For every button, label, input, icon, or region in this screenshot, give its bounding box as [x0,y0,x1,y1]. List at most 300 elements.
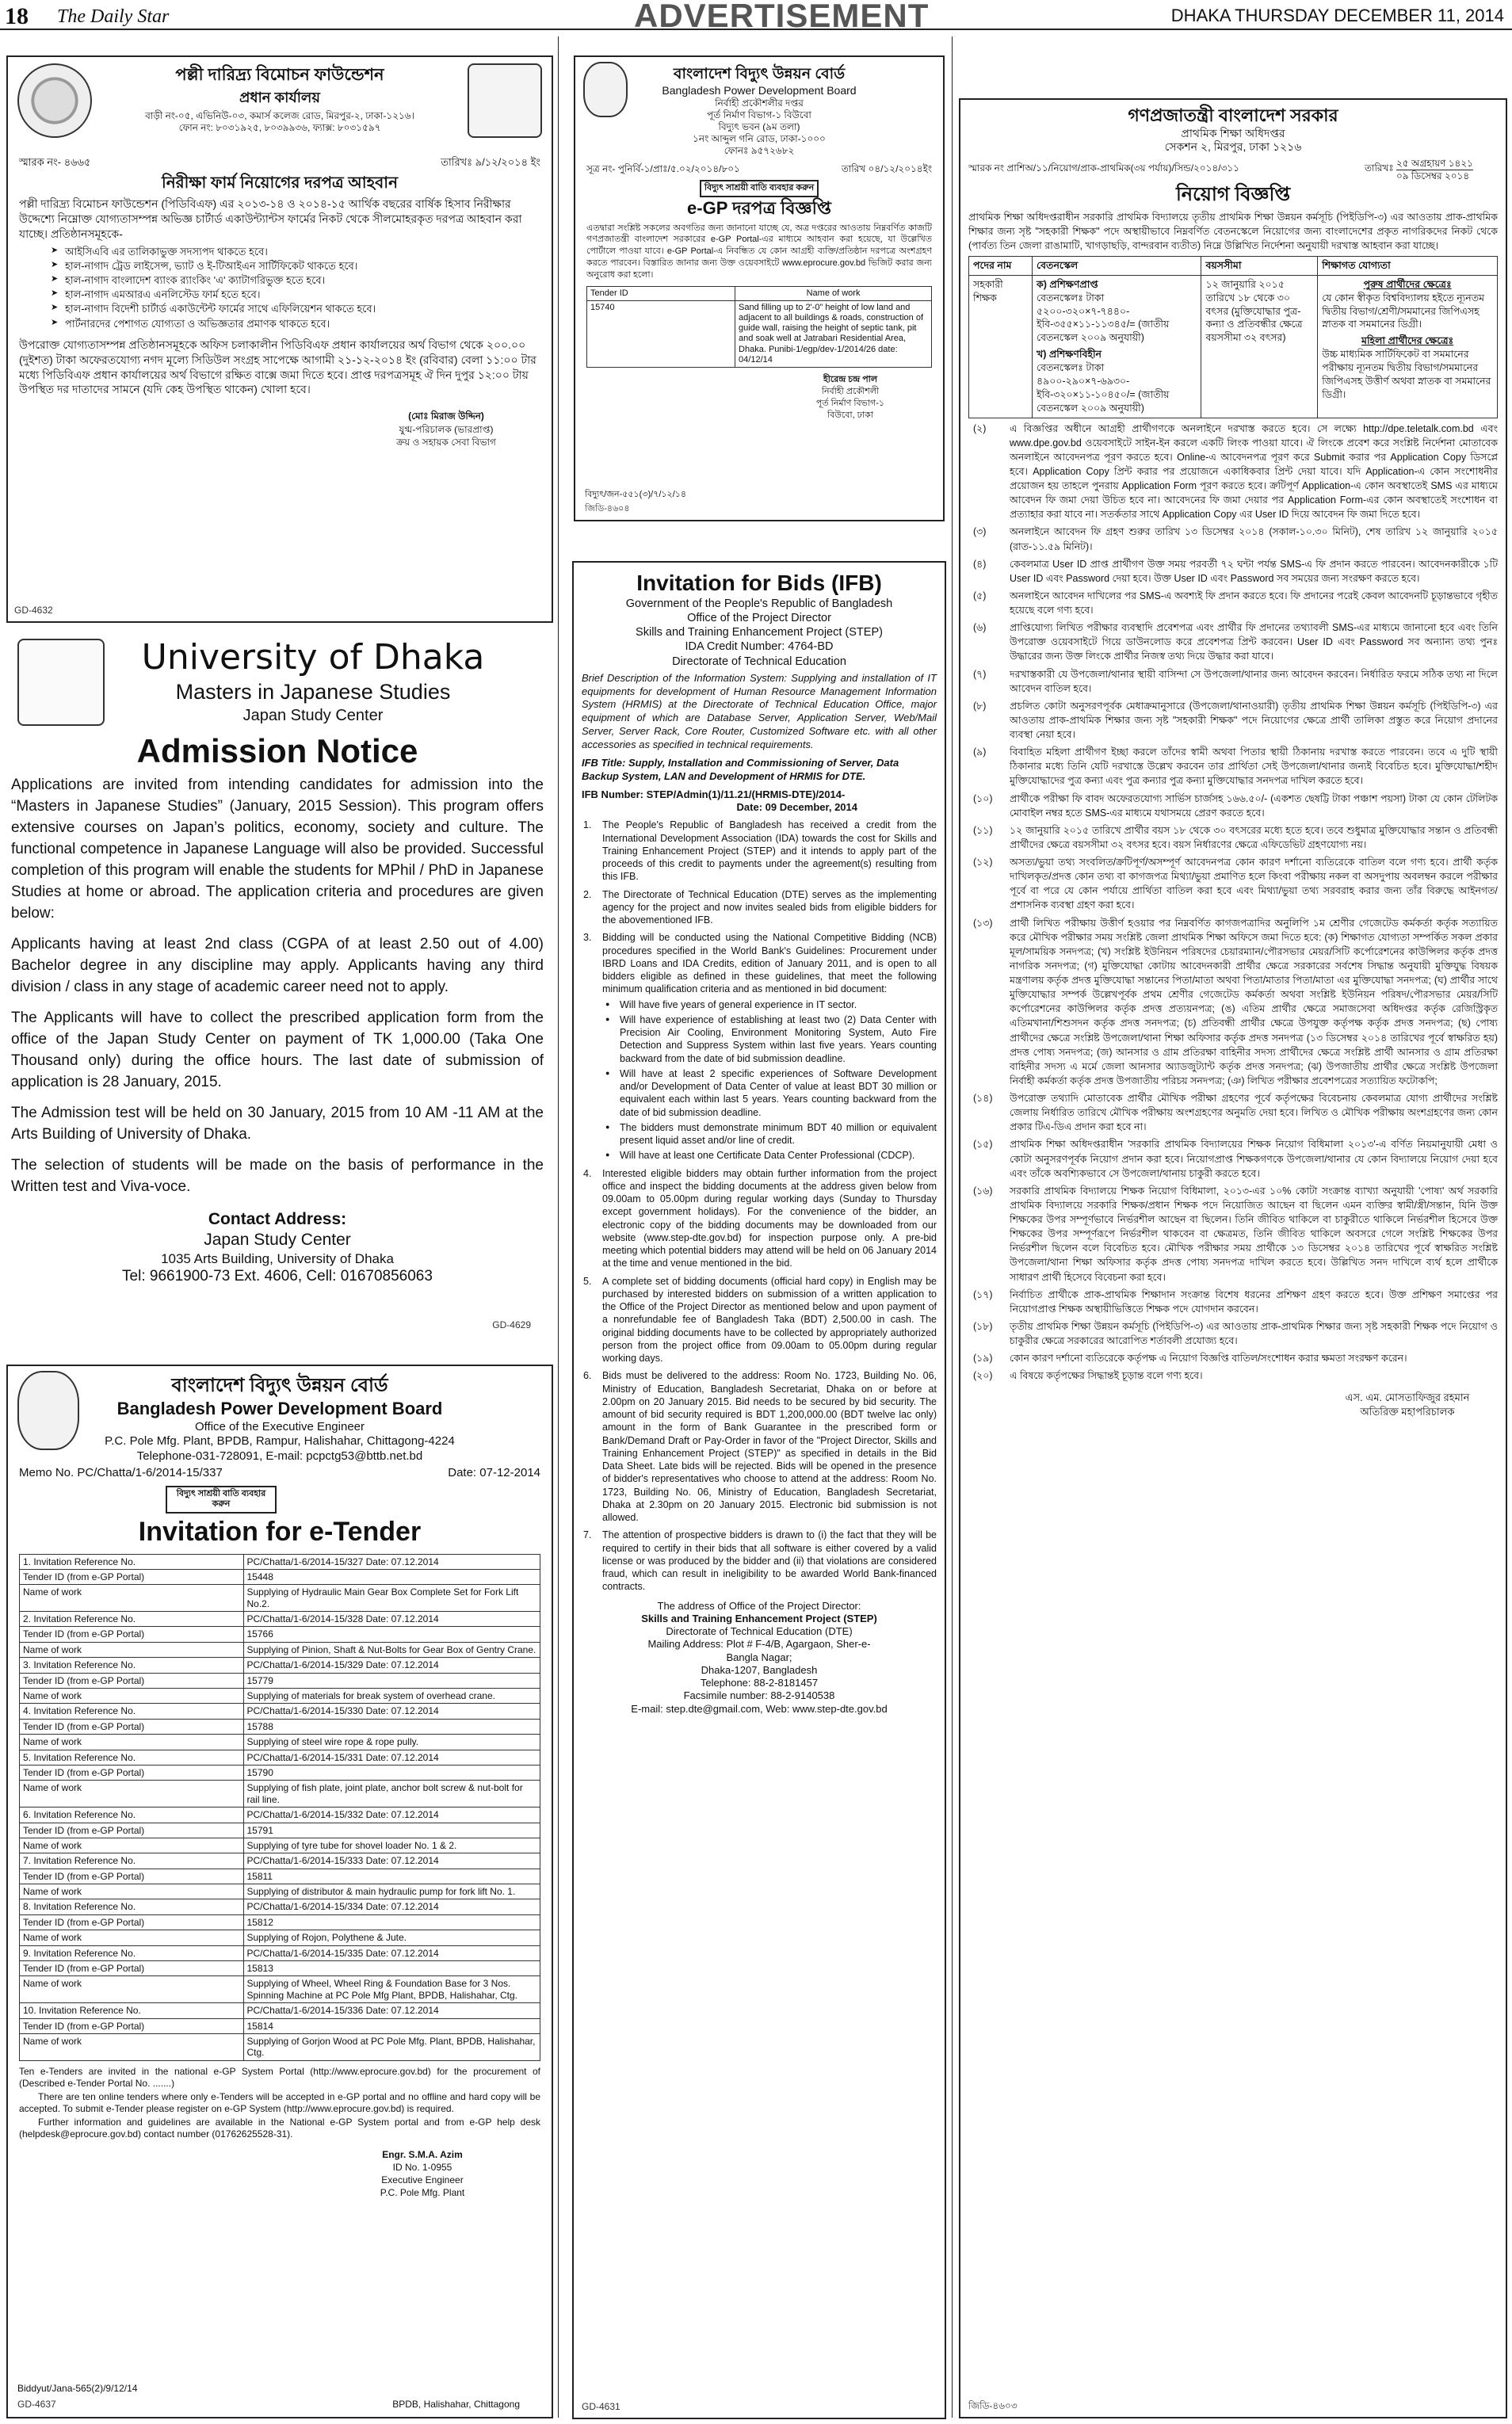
slogan-badge: বিদ্যুৎ সাশ্রয়ী বাতি ব্যবহার করুন [166,1486,277,1514]
item-text: নির্বাচিত প্রার্থীকে প্রাক-প্রাথমিক শিক্ষাদান সংক্রান্ত বিশেষ ধরনের প্রশিক্ষণ গ্রহণ করতে হবে। উক্ত প্রশিক্ষণ সমাপ্তের পর নিয়োগপ্রাপ্ত শিক্ষক অস্থায়ীভিত্তিতে শিক্ষক পদে যোগদান করবেন। [1010,1288,1498,1315]
gd-number: জিডি-৪৬০৩ [968,2400,1018,2411]
row-value: Supplying of Wheel, Wheel Ring & Foundation Base for 3 Nos. Spinning Machine at PC Pole Mfg Plant, BPDB, Halishahar, Ctg. [243,1976,540,2003]
row-value: Supplying of Gorjon Wood at PC Pole Mfg. Plant, BPDB, Halishahar, Ctg. [243,2034,540,2061]
list-item: ➤ হাল-নাগাদ এমআরএ এনলিস্টেড ফার্ম হতে হবে। [51,288,540,302]
pkdf-signer-title: যুগ্ম-পরিচালক (ভারপ্রাপ্ত) [399,423,494,435]
bpdb-etender-title: Invitation for e-Tender [138,1517,422,1547]
gov-address: সেকশন ২, মিরপুর, ঢাকা ১২১৬ [1164,140,1302,153]
item-number: (৯) [973,746,987,758]
row-label: Name of work [20,1930,244,1945]
row-value: PC/Chatta/1-6/2014-15/329 Date: 07.12.2014 [243,1658,540,1673]
table-row [20,2003,540,2018]
gov-name: গণপ্রজাতন্ত্রী বাংলাদেশ সরকার [1128,105,1338,125]
du-paragraph-3: The Applicants will have to collect the prescribed application form from the office of the Japan Study Center on payment of TK 1,000.00 (Taka One Thousand only) during the office hours. The last date of submission of application is 28 January, 2015. [11,1009,544,1090]
gov-date-bangla: ২৫ অগ্রহায়ণ ১৪২১ [1396,157,1473,169]
edu-male: যে কোন স্বীকৃত বিশ্ববিদ্যালয় হইতে ন্যূনতম দ্বিতীয় বিভাগ/শ্রেণী/সমমানের জিপিএসহ স্নাতক বা সমমানের ডিগ্রী। [1322,292,1485,330]
du-contact-address: 1035 Arts Building, University of Dhaka [161,1251,394,1267]
row-value: Supplying of distributor & main hydraulic pump for fork lift No. 1. [243,1884,540,1899]
row-value: PC/Chatta/1-6/2014-15/328 Date: 07.12.2014 [243,1612,540,1627]
item-number: (২০) [973,1370,993,1382]
row-value: 15811 [243,1869,540,1884]
item-number: (১৪) [973,1093,993,1104]
list-item: ● Will have at least 2 specific experiences of Software Development and/or Development of Data Center of value at least BDT 30 million or equivalent each within last 5 years. Years counting backward from the date of bid submission deadline. [602,1067,937,1119]
du-crest-icon [17,639,105,726]
item-text: প্রচলিত কোটা অনুসরণপূর্বক মেধাক্রমানুসারে (উপজেলা/থানাওয়ারী) তৃতীয় প্রাথমিক শিক্ষা উন্নয়ন কর্মসূচি (পিইডিপি-৩) এর আওতায় প্রাক-প্রাথমিক শিক্ষার জন্য সৃষ্ট "সহকারী শিক্ষক" পদে নিয়োগের ক্ষেত্রে প্রার্থী তালিকা প্রস্তুত করে নিয়োগ প্রদানের ব্যবস্থা নেয়া হবে। [1010,700,1498,740]
ifb-address-3: Mailing Address: Plot # F-4/B, Agargaon, Sher-e- [647,1638,871,1651]
item-text: প্রার্থী লিখিত পরীক্ষায় উত্তীর্ণ হওয়ার পর নিম্নবর্ণিত কাগজপত্রাদির অনুলিপি ১ম শ্রেণীর গেজেটেড কর্মকর্তা কর্তৃক সত্যায়িত করে মৌখিক পরীক্ষার সময় সংশ্লিষ্ট জেলা প্রাথমিক শিক্ষা অফিসে জমা দিতে হবে: (ক) শিক্ষাগত যোগ্যতা সম্পর্কিত সকল প্রকার মূল/সাময়িক সনদপত্র; (খ) সংশ্লিষ্ট ইউনিয়ন পরিষদের চেয়ারম্যান/পৌরসভার মেয়র/সিটি কর্পোরেশনের কাউন্সিলর কর্তৃক প্রদত্ত নাগরিক সনদপত্র; (গ) মুক্তিযোদ্ধা কোটায় আবেদনকারী প্রার্থীর ক্ষেত্রে সরকারের সর্বশেষ সিদ্ধান্ত অনুযায়ী মুক্তিযুদ্ধ বিষয়ক মন্ত্রণালয় কর্তৃক প্রদত্ত মুক্তিযোদ্ধা সন্তানের পিতা/মাতা অথবা পিতা/মাতার পিতা/মাতা এর মুক্তিযোদ্ধা সনদপত্র; (ঘ) প্রার্থীর সাথে মুক্তিযোদ্ধার সম্পর্ক উল্লেখপূর্বক প্রথম শ্রেণীর গেজেটেড কর্মকর্তা অথবা সংশ্লিষ্ট ইউনিয়ন পরিষদ/পৌরসভার মেয়র/সিটি কর্পোরেশনের কাউন্সিলর কর্তৃক প্রদত্ত প্রত্যয়নপত্র; (ঙ) এতিম প্রার্থীর ক্ষেত্রে সমাজসেবা অধিদপ্তর কর্তৃক রেজিস্ট্রিকৃত এতিমখানা/শিশুসদন কর্তৃক প্রদত্ত সনদপত্র; (চ) প্রতিবন্ধী প্রার্থীর ক্ষেত্রে উপযুক্ত কর্তৃপক্ষ কর্তৃক প্রদত্ত সনদপত্র; (ছ) পোষ্য প্রার্থীদের ক্ষেত্রে সংশ্লিষ্ট উপজেলা/থানা শিক্ষা অফিসার কর্তৃক প্রদত্ত সনদপত্র (১৩ ডিসেম্বর ২০১৪ তারিখের পূর্বে স্বাক্ষরিত হয়) প্রদত্ত পোষ্য সনদপত্র; (জ) আনসার ও গ্রাম প্রতিরক্ষা বাহিনীর সদস্য প্রার্থীদের ক্ষেত্রে সংশ্লিষ্ট প্রার্থী আনসার ও গ্রাম প্রতিরক্ষা বাহিনীর সদস্য এ মর্মে জেলা আনসার অ্যাডজুট্যান্ট কর্তৃক প্রদত্ত সনদপত্র; (ঝ) উপজাতীয় প্রার্থীর ক্ষেত্রে সংশ্লিষ্ট উপজেলা নির্বাহী কর্মকর্তা কর্তৃক প্রদত্ত উপজাতীয় পরিচয় সনদপত্র; (ঞ) লিখিত পরীক্ষার প্রবেশপত্রের সত্যায়িত ফটোকপি; [1010,917,1498,1086]
table-row [20,1750,540,1765]
item-number: (৪) [973,558,987,570]
table-row [20,1612,540,1627]
row-label: 9. Invitation Reference No. [20,1945,244,1960]
bpdb1-ref: বিদ্যুৎ/জন-৫৫১(৩)/৭/১২/১৪ [585,490,687,500]
table-row [20,1554,540,1569]
list-item: ➤ হাল-নাগাদ ট্রেড লাইসেন্স, ভ্যাট ও ই-টিআইএন সার্টিফিকেট থাকতে হবে। [51,259,540,273]
age-limit: ১২ জানুয়ারি ২০১৫ তারিখে ১৮ থেকে ৩০ বৎসর (মুক্তিযোদ্ধার পুত্র-কন্যা ও প্রতিবন্ধীর ক্ষেত্রে বয়সসীমা ৩২ বৎসর) [1201,275,1318,418]
item-number: (১৮) [973,1320,993,1332]
row-label: Tender ID (from e-GP Portal) [20,1869,244,1884]
pkdf-memo: স্মারক নং- ৪৬৬৫ [19,155,91,168]
scale-b: বেতনস্কেলঃ টাকা ৪৯০০-২৯০×৭-৬৯৩০-ইবি-৩২০×১১-১০৪৫০/= (জাতীয় বেতনস্কেল ২০০৯ অনুযায়ী) [1037,362,1170,414]
item-text: ১২ জানুয়ারি ২০১৫ তারিখে প্রার্থীর বয়স ১৮ থেকে ৩০ বৎসরের মধ্যে হতে হবে। তবে শুধুমাত্র মুক্তিযোদ্ধার সন্তান ও প্রতিবন্ধী প্রার্থীদের ক্ষেত্রে বয়সসীমা ৩২ বৎসর হবে। বয়স নির্ধারণের ক্ষেত্রে এফিডেভিট গ্রহণযোগ্য নয়। [1010,824,1498,850]
gov-intro: প্রাথমিক শিক্ষা অধিদপ্তরাধীন সরকারি প্রাথমিক বিদ্যালয়ে তৃতীয় প্রাথমিক শিক্ষা উন্নয়ন কর্মসূচি (পিইডিপি-৩) এর আওতায় প্রাক-প্রাথমিক শিক্ষার জন্য সৃষ্ট "সহকারী শিক্ষক" পদে অস্থায়ীভাবে নিম্নবর্ণিত বেতনস্কেলে নিয়োগের জন্য বাংলাদেশের প্রকৃত নাগরিকদের নিকট থেকে (পার্বত্য তিন জেলা রাঙামাটি, খাগড়াছড়ি, বান্দরবান ব্যতীত) নিম্নে উল্লিখিত নির্দেশনা অনুযায়ী দরখাস্ত আহবান করা যাচ্ছে। [968,211,1498,251]
slogan-badge: বিদ্যুৎ সাশ্রয়ী বাতি ব্যবহার করুন [700,180,819,197]
post-name: সহকারী শিক্ষক [969,275,1033,418]
du-contact-heading: Contact Address: [208,1209,347,1228]
list-item [968,699,1498,742]
table-header: বয়সসীমা [1201,256,1318,275]
item-number: (১২) [973,857,993,868]
ifb-item-2: 2. The Directorate of Technical Education (DTE) serves as the implementing agency for the project and now invites sealed bids from eligible bidders for the abovementioned IFB. [583,888,937,926]
list-item [968,1288,1498,1316]
item-text: বিবাহিত মহিলা প্রার্থীগণ ইচ্ছা করলে তাঁদের স্বামী অথবা পিতার স্থায়ী ঠিকানায় দরখাস্ত করতে পারবেন। তবে এ দুটি স্থায়ী ঠিকানার মধ্যে তিনি যেটি দরখাস্তে উল্লেখ করবেন তার প্রার্থিতা সেই উপজেলা/থানার জন্যই বিবেচিত হবে। মুক্তিযোদ্ধা/শহীদ মুক্তিযোদ্ধাদের পুত্র কন্যা এবং পুত্র কন্যার পুত্র কন্যা মুক্তিযোদ্ধার সনদপত্র দাখিল করতে হবে। [1010,746,1498,787]
row-label: Tender ID (from e-GP Portal) [20,1627,244,1642]
pkdf-intro: পল্লী দারিদ্র্য বিমোচন ফাউন্ডেশন (পিডিবিএফ) এর ২০১৩-১৪ ও ২০১৪-১৫ আর্থিক বছরের বার্ষিক হিসাব নিরীক্ষার উদ্দেশ্যে নিম্নোক্ত যোগ্যতাসম্পন্ন অভিজ্ঞ চার্টার্ড একাউন্ট্যান্টস ফার্মের নিকট থেকে সীলমোহরকৃত দরপত্র আহবান করা যাচ্ছে। প্রতিষ্ঠানসমূহকে- [19,197,522,240]
row-label: Name of work [20,2034,244,2061]
row-label: 8. Invitation Reference No. [20,1899,244,1914]
work-description: Sand filling up to 2'-0" height of low land and adjacent to all buildings & roads, construction of guide wall, raising the height of septic tank, pit and soak well at Jatrabari Residential Area, Dhaka. Punibi-1/egp/dev-1/2014/26 date: 04/12/14 [735,300,932,367]
ifb-address-4: Bangla Nagar; [726,1651,792,1663]
ifb-item-5: 5. A complete set of bidding documents (official hard copy) in English may be purchased by interested bidders on submission of a written application to the Office of the Project Director as mentioned below and upon payment of a nonrefundable fee of Bangladesh Taka (BDT) 2,500.00 in cash. The original bidding documents have to be collected by appropriately authorized person from the project office from 09.00am to 05.00pm during regular working days. [583,1275,937,1364]
gd-number: GD-4629 [492,1319,531,1330]
item-text: দরখাস্তকারী যে উপজেলা/থানার স্থায়ী বাসিন্দা সে উপজেলা/থানার জন্য আবেদন করবেন। নির্ধারিত ফরমে সঠিক তথ্য না দিলে আবেদন বাতিল হবে। [1010,668,1498,694]
table-row [20,1569,540,1584]
list-item [968,823,1498,852]
ifb-date: Date: 09 December, 2014 [736,801,857,813]
gov-memo: স্মারক নং প্রাশিঅ/১১/নিয়োগ/প্রাক-প্রাথমিক(৩য় পর্যায়)/সিন্ড/২০১৪/৩১১ [968,162,1239,174]
list-item [968,1137,1498,1180]
newspaper-name: The Daily Star [57,6,170,27]
du-paragraph-4: The Admission test will be held on 30 January, 2015 from 10 AM -11 AM at the Arts Building of University of Dhaka. [11,1104,544,1143]
gov-date-english: ০৯ ডিসেম্বর ২০১৪ [1396,170,1470,181]
bpdb-note-1: Ten e-Tenders are invited in the national e-GP System Portal (http://www.eprocure.gov.bd) for the procurement of (Described e-Tender Portal No. .......) [19,2065,540,2089]
table-row [20,1869,540,1884]
pkdf-date: তারিখঃ ৯/১২/২০১৪ ইং [441,155,540,168]
item-number: (১৭) [973,1288,993,1300]
table-row [20,1914,540,1930]
list-item [968,1091,1498,1134]
pkdf-closing: উপরোক্ত যোগ্যতাসম্পন্ন প্রতিষ্ঠানসমূহকে অফিস চলাকালীন পিডিবিএফ প্রধান কার্যালয়ের অর্থ বিভাগ থেকে ২০০.০০ (দুইশত) টাকা অফেরতযোগ্য নগদ মূল্যে সিডিউল সংগ্রহ সাপেক্ষে আগামী ২১-১২-২০১৪ ইং (রবিবার) বেলা ১১:০০ টার মধ্যে পিডিবিএফ প্রধান কার্যালয়ের অর্থ বিভাগে রক্ষিত বাক্সে জমা দিতে হবে। প্রাপ্ত দরপত্রসমূহ ঐ দিন দুপুর ১২:০০ টায় উপস্থিত দর দাতাদের সামনে (যদি কেহ উপস্থিত থাকেন) খোলা হবে। [19,338,536,396]
item-text: তৃতীয় প্রাথমিক শিক্ষা উন্নয়ন কর্মসূচি (পিইডিপি-৩) এর আওতায় প্রাক-প্রাথমিক শিক্ষার জন্য সৃষ্ট সহকারী শিক্ষক পদে নিয়োগ ও চাকুরীর ক্ষেত্রে সরকারের আরোপিত শর্তাবলী প্রযোজ্য হবে। [1010,1320,1498,1346]
row-value: Supplying of steel wire rope & rope pully. [243,1735,540,1750]
edu-female: উচ্চ মাধ্যমিক সার্টিফিকেট বা সমমানের পরীক্ষায় ন্যূনতম দ্বিতীয় বিভাগ/সমমানের জিপিএসহ উত্তীর্ণ অথবা স্নাতক বা সমমানের ডিগ্রী। [1322,349,1491,400]
pkdf-org-name: পল্লী দারিদ্র্য বিমোচন ফাউন্ডেশন [175,66,384,84]
ifb-dte: Directorate of Technical Education [672,655,846,668]
ifb-item-1: 1. The People's Republic of Bangladesh has received a credit from the International Development Association (IDA) towards the cost for Skills and Training Enhancement Project (STEP) and it intends to apply part of the proceeds of this credit to payments under the agreement(s) resulting from this IFB. [583,819,937,883]
bpdb-address: P.C. Pole Mfg. Plant, BPDB, Rampur, Halishahar, Chittagong-4224 [105,1434,455,1449]
bpdb-signer-address: BPDB, Halishahar, Chittagong [392,2399,520,2410]
bpdb-date: Date: 07-12-2014 [448,1465,540,1479]
row-label: Tender ID (from e-GP Portal) [20,1719,244,1734]
page-header [0,0,1512,30]
table-row [20,1899,540,1914]
item-number: (৫) [973,590,987,601]
bpdb-note-2: There are ten online tenders where only e-Tenders will be accepted in e-GP portal and no offline and hard copy will be accepted. To submit e-Tender please register on e-GP System (http://www.eprocure.gov.bd) is required. [19,2090,540,2114]
du-contact-tel: Tel: 9661900-73 Ext. 4606, Cell: 01670856063 [122,1268,433,1285]
gov-signer-title: অতিরিক্ত মহাপরিচালক [1360,1405,1455,1418]
page-number: 18 [5,3,29,29]
row-label: Name of work [20,1884,244,1899]
bpdb1-name-bn: বাংলাদেশ বিদ্যুৎ উন্নয়ন বোর্ড [673,66,846,82]
table-header: Tender ID [587,286,735,300]
row-value: Supplying of Pinion, Shaft & Nut-Bolts for Gear Box of Gentry Crane. [243,1642,540,1657]
pkdf-criteria-list [51,245,540,331]
item-number: (১৬) [973,1185,993,1197]
row-value: 15788 [243,1719,540,1734]
item-number: (৮) [973,700,987,712]
bpdb-signer-title: Executive Engineer [381,2174,464,2186]
item-number: (১৯) [973,1353,993,1365]
bpdb-office: Office of the Executive Engineer [194,1419,365,1433]
row-label: 4. Invitation Reference No. [20,1704,244,1719]
list-item [968,620,1498,663]
row-label: 10. Invitation Reference No. [20,2003,244,2018]
list-item [968,1351,1498,1365]
list-item: ● Will have experience of establishing at least two (2) Data Center with Precision Air Cooling, Environment Monitoring System, Auto Fire Detection and Suppress System within last five years. Years counting backward from the date of bid submission deadline. [602,1013,937,1065]
list-item: ● Will have five years of general experience in IT sector. [602,998,937,1011]
list-item [968,1184,1498,1285]
pkdf-office: প্রধান কার্যালয় [239,90,320,106]
item-number: (২) [973,422,987,434]
bpdb-contact: Telephone-031-728091, E-mail: pcpctg53@bttb.net.bd [136,1449,423,1463]
ifb-item-4: 4. Interested eligible bidders may obtain further information from the project office and inspect the bidding documents at the address given below from 09.00am to 05.00pm during regular working days (Sunday to Thursday except government holidays). For the convenience of the bidder, an electronic copy of the bidding documents may be downloaded from our website (www.step-dte.gov.bd) for inspection purpose only. A pre-bid meeting which potential bidders may attend will be held on 06 January 2014 at the time and venue mentioned in the bid. [583,1167,937,1269]
bpdb1-signer-title: নির্বাহী প্রকৌশলী [821,386,880,396]
gd-number: জিডি-৪৬০৪ [585,504,630,514]
table-row [20,1585,540,1612]
row-value: 15779 [243,1673,540,1688]
row-label: 1. Invitation Reference No. [20,1554,244,1569]
item-text: অনলাইনে আবেদন ফি গ্রহণ শুরুর তারিখ ১৩ ডিসেম্বর ২০১৪ (সকাল-১০.৩০ মিনিট), শেষ তারিখ ১২ জানুয়ারি ২০১৫ (রাত-১১.৫৯ মিনিট)। [1010,526,1498,552]
row-label: Name of work [20,1781,244,1808]
row-label: Tender ID (from e-GP Portal) [20,1673,244,1688]
ifb-address-6: Telephone: 88-2-8181457 [700,1677,819,1689]
gov-title: নিয়োগ বিজ্ঞপ্তি [1175,183,1291,205]
gov-instructions-list [968,422,1498,1384]
list-item [968,422,1498,522]
pkdf-signer-dept: ক্রয় ও সহায়ক সেবা বিভাগ [396,436,496,448]
ifb-project: Skills and Training Enhancement Project (STEP) [636,626,883,639]
pkdf-phone: ফোন নং: ৮০৩১৯২৫, ৮০৩৯৯৩৬, ফ্যাক্স: ৮০৩১৫৯৭ [178,121,381,133]
bpdb-signer-office: P.C. Pole Mfg. Plant [380,2187,465,2199]
row-label: 2. Invitation Reference No. [20,1612,244,1627]
table-row [20,1735,540,1750]
row-value: PC/Chatta/1-6/2014-15/335 Date: 07.12.2014 [243,1945,540,1960]
row-value: Supplying of Rojon, Polythene & Jute. [243,1930,540,1945]
du-paragraph-5: The selection of students will be made on the basis of performance in the Written test and Viva-voce. [11,1156,544,1195]
bpdb-name-bn: বাংলাদেশ বিদ্যুৎ উন্নয়ন বোর্ড [171,1375,388,1396]
table-header: শিক্ষাগত যোগ্যতা [1318,256,1498,275]
pkdf-logo-icon [17,63,92,138]
ifb-item-6: 6. Bids must be delivered to the address: Room No. 1723, Building No. 06, Ministry of Education, Bangladesh Secretariat, Dhaka on or before at 2.00pm on 20 January 2015. Bid needs to be secured by bid security. The amount of bid security required is BDT 1,200,000.00 (BDT twelve lac only) amount in the form of Bank Guarantee in the prescribed form or Bank/Demand Draft or Pay-Order in favor of the "Project Director, Skills and Training Enhancement Project (STEP)" as specified in details in the Bid Data Sheet. Late bids will be rejected. Bids will be opened in the presence of bidder's representatives who choose to attend at the address: Room No. 1723, Building No. 06, Ministry of Education, Bangladesh Secretariat, Dhaka at 2.30pm on 20 January 2015. Electronic bid submission is not allowed. [583,1370,937,1523]
table-row [20,1930,540,1945]
item-number: (১৩) [973,917,993,929]
table-row [20,1884,540,1899]
row-label: Tender ID (from e-GP Portal) [20,1961,244,1976]
du-contact-name: Japan Study Center [204,1230,351,1249]
row-label: Name of work [20,1585,244,1612]
gov-dept: প্রাথমিক শিক্ষা অধিদপ্তর [1181,126,1285,139]
bpdb1-title: e-GP দরপত্র বিজ্ঞপ্তি [687,198,831,218]
gov-recruitment-ad [959,98,1507,2418]
bpdb-egp-ad [574,55,945,521]
item-number: (৩) [973,526,987,538]
item-text: প্রার্থীকে পরীক্ষা ফি বাবদ অফেরতযোগ্য সার্ভিস চার্জসহ ১৬৬.৫০/- (একশত ছেষট্টি টাকা পঞ্চাশ পয়সা) টাকা যে কোন টেলিটক মোবাইল নম্বর হতে SMS-এর মাধ্যমে যথাসময়ে প্রেরণ করতে হবে। [1010,792,1498,819]
bpdb1-signer-org: বিউবো, ঢাকা [827,410,873,420]
list-item: ➤ হাল-নাগাদ বিদেশী চার্টার্ড একাউন্টেন্ট ফার্মের সাথে এফিলিয়েশন থাকতে হবে। [51,302,540,316]
row-value: 15791 [243,1823,540,1838]
row-value: PC/Chatta/1-6/2014-15/331 Date: 07.12.2014 [243,1750,540,1765]
pkdf-address: বাড়ী নং-০৫, এভিনিউ-০৩, কমার্স কলেজ রোড, মিরপুর-২, ঢাকা-১২১৬। [145,109,414,121]
ifb-address-7: Facsimile number: 88-2-9140538 [683,1689,835,1702]
ifb-address-5: Dhaka-1207, Bangladesh [701,1663,818,1676]
row-value: PC/Chatta/1-6/2014-15/330 Date: 07.12.2014 [243,1704,540,1719]
bpdb1-signer-dept: পূর্ত নির্মাণ বিভাগ-১ [815,398,885,408]
row-label: Tender ID (from e-GP Portal) [20,1569,244,1584]
pkdf-signer-name: (মোঃ মিরাজ উদ্দিন) [408,410,484,422]
table-row [20,1627,540,1642]
section-title: ADVERTISEMENT [634,0,930,30]
list-item [968,667,1498,696]
table-row [20,1658,540,1673]
ifb-credit: IDA Credit Number: 4764-BD [685,640,834,654]
gov-post-table [968,256,1498,418]
row-value: Supplying of Hydraulic Main Gear Box Complete Set for Fork Lift No.2. [243,1585,540,1612]
tender-id: 15740 [587,300,735,367]
table-header: পদের নাম [969,256,1033,275]
bpdb-note-3: Further information and guidelines are available in the National e-GP System portal and from e-GP help desk (helpdesk@eprocure.gov.bd) contact number (01762625528-31). [19,2116,540,2140]
row-value: Supplying of fish plate, joint plate, anchor bolt screw & nut-bolt for rail line. [243,1781,540,1808]
list-item: ➤ আইসিএবি এর তালিকাভুক্ত সদস্যপদ থাকতে হবে। [51,245,540,259]
du-paragraph-1: Applications are invited from intending candidates for admission into the “Masters in Japanese Studies” (January, 2015 Session). This program offers extensive courses on Japan’s politics, economy, society and culture. The functional competence in Japanese Language will also be provided. Successful completion of this program will enable the students for MPhil / PhD in Japanese Studies at home or abroad. The application criteria and procedures are given below: [11,777,544,922]
item-number: (৬) [973,622,987,634]
table-header: Name of work [735,286,932,300]
bpdb1-date: তারিখ ০৪/১২/২০১৪ইং [841,163,932,175]
row-label: Name of work [20,1735,244,1750]
column-divider [558,36,559,2418]
list-item [968,855,1498,913]
ifb-item-7: 7. The attention of prospective bidders is drawn to (i) the fact that they will be required to certify in their bids that all software is either covered by a valid license or was produced by the bidder and (ii) that violations are considered fraud, which can result in ineligibility to be awarded World Bank-financed contracts. [583,1529,937,1593]
du-center: Japan Study Center [242,706,384,724]
table-header: বেতনস্কেল [1033,256,1201,275]
ifb-address-heading: The address of Office of the Project Director: [657,1599,861,1612]
ifb-ad [572,561,946,2419]
table-row [20,1945,540,1960]
pkdf-tender-ad [6,55,553,623]
du-paragraph-2: Applicants having at least 2nd class (CGPA of at least 2.50 out of 4.00) Bachelor degree in any discipline may apply. Applicants having any third division / class in any stage of academic career need not to apply. [11,936,544,995]
edu-male-heading: পুরুষ প্রার্থীদের ক্ষেত্রেঃ [1363,278,1452,290]
table-row [20,2034,540,2061]
row-value: 15790 [243,1765,540,1780]
item-number: (১০) [973,792,993,804]
table-row [20,1838,540,1853]
item-text: উপরোক্ত তথ্যাদি মোতাবেক প্রার্থীর মৌখিক পরীক্ষা গ্রহণের পূর্বে কর্তৃপক্ষের বিবেচনায় কেবলমাত্র যোগ্য প্রার্থীদের সংশ্লিষ্ট জেলায় নির্ধারিত তারিখে মৌখিক পরীক্ষায় অংশগ্রহণের অনুমতি দেয়া হবে। লিখিত ও মৌখিক পরীক্ষায় অংশগ্রহণের জন্য কোন প্রকার টিএ-ডিএ প্রদান করা হবে না। [1010,1093,1498,1133]
list-item [968,916,1498,1089]
du-admission-ad [0,631,555,1336]
edu-female-heading: মহিলা প্রার্থীদের ক্ষেত্রেঃ [1361,335,1454,347]
table-row [20,1853,540,1869]
etender-table [19,1554,540,2061]
list-item [968,557,1498,586]
row-label: Tender ID (from e-GP Portal) [20,1765,244,1780]
item-text: কেবলমাত্র User ID প্রাপ্ত প্রার্থীগণ উক্ত সময় পরবর্তী ৭২ ঘন্টা পর্যন্ত SMS-এ ফি প্রদান করতে পারবেন। আবেদনকারীকে ১টি User ID এবং Password দেয়া হবে। উক্ত User ID এবং Password সব সময়ের জন্য সংরক্ষণ করতে হবে। [1010,558,1498,584]
row-value: PC/Chatta/1-6/2014-15/336 Date: 07.12.2014 [243,2003,540,2018]
bpdb1-line-3: বিদ্যুৎ ভবন (৯ম তলা) [718,121,800,133]
row-value: 15766 [243,1627,540,1642]
list-item [968,1319,1498,1348]
row-value: PC/Chatta/1-6/2014-15/334 Date: 07.12.2014 [243,1899,540,1914]
pkdf-title: নিরীক্ষা ফার্ম নিয়োগের দরপত্র আহবান [161,174,399,192]
list-item [968,792,1498,820]
table-row [20,1808,540,1823]
row-value: 15813 [243,1961,540,1976]
list-item: ● The bidders must demonstrate minimum BDT 40 million or equivalent present liquid asset and/or line of credit. [602,1121,937,1147]
row-label: 5. Invitation Reference No. [20,1750,244,1765]
row-label: Name of work [20,1689,244,1704]
ifb-address-2: Directorate of Technical Education (DTE) [666,1625,853,1637]
item-text: এ বিষয়ে কর্তৃপক্ষের সিদ্ধান্তই চূড়ান্ত বলে গণ্য হবে। [1010,1370,1203,1382]
ifb-address-1: Skills and Training Enhancement Project (STEP) [641,1612,877,1624]
row-label: 7. Invitation Reference No. [20,1853,244,1869]
du-program: Masters in Japanese Studies [175,680,451,704]
column-divider [952,36,953,2418]
table-row [20,1689,540,1704]
bpdb-etender-ad [6,1365,553,2418]
list-item [968,589,1498,617]
ifb-office: Office of the Project Director [687,612,831,625]
scale-b-heading: খ) প্রশিক্ষণবিহীন [1037,349,1102,361]
row-value: PC/Chatta/1-6/2014-15/333 Date: 07.12.2014 [243,1853,540,1869]
row-label: Name of work [20,1838,244,1853]
ifb-title: Invitation for Bids (IFB) [636,571,882,595]
row-value: 15448 [243,1569,540,1584]
bpdb-logo-icon [583,62,628,117]
scale-a: বেতনস্কেলঃ টাকা ৫২০০-৩২০×৭-৭৪৪০-ইবি-৩৫৫×১১-১১৩৪৫/= (জাতীয় বেতনস্কেল ২০০৯ অনুযায়ী) [1037,292,1170,344]
list-item [968,745,1498,788]
du-title: Admission Notice [136,731,418,769]
bpdb-logo-icon [17,1371,79,1450]
row-value: PC/Chatta/1-6/2014-15/327 Date: 07.12.2014 [243,1554,540,1569]
row-value: PC/Chatta/1-6/2014-15/332 Date: 07.12.2014 [243,1808,540,1823]
gd-number: GD-4631 [582,2401,620,2412]
item-text: এ বিজ্ঞপ্তির অধীনে আগ্রহী প্রার্থীগণকে অনলাইনে দরখাস্ত করতে হবে। সে লক্ষ্যে http://dpe.teletalk.com.bd এবং www.dpe.gov.bd ওয়েবসাইটে সাইন-ইন করলে একটি লিংক পাওয়া যাবে। ঐ লিংকে প্রবেশ করে সংশ্লিষ্ট নির্দেশনা মোতাবেক অনলাইনে আবেদনপত্র পূরণ করতে হবে। Online-এ আবেদনপত্র পূরণ করে Submit করার পর Application Copy ডিসপ্লে হবে। Application Copy প্রিন্ট করার পর প্রয়োজনে একাধিকবার প্রিন্ট দেয়া যাবে। যদি Application-এ কোন সংশোধনীর প্রয়োজন হয় তাহলে পুনরায় Application Form পূরণ করতে হবে। ক্রটিপূর্ণ Application-এ কোন অবস্থাতেই SMS এর মাধ্যমে আবেদন ফি জমা দেয়া উচিত হবে না। আবেদনের ফি জমা দেয়ার পর Application Form-এর কোন অবস্থাতেই সংশোধন বা প্রত্যাহার করা যাবে না। সতর্কতার সাথে Application Copy এর User ID দিয়ে আবেদন ফি জমা দিতে হবে। [1010,422,1498,521]
ifb-brief: Brief Description of the Information System: Supplying and installation of IT equipments for development of Human Resource Management Information System (HRMIS) at the Directorate of Technical Education Office, major equipment of which are Database Server, Application Server, Web/Mail Server, Server Rack, Core Router, Customized Software etc. with all other accessories as specified in technical requirements. [582,671,937,751]
row-value: Supplying of tyre tube for shovel loader No. 1 & 2. [243,1838,540,1853]
row-label: 3. Invitation Reference No. [20,1658,244,1673]
table-row [20,1719,540,1734]
list-item: ● Will have at least one Certificate Data Center Professional (CDCP). [602,1149,937,1162]
bpdb1-intro: এতদ্বারা সংশ্লিষ্ট সকলের অবগতির জন্য জানানো যাচ্ছে যে, অত্র দপ্তরের আওতায় নিম্নবর্ণিত কাজটি গণপ্রজাতন্ত্রী বাংলাদেশ সরকারের e-GP Portal-এর মাধ্যমে আহবান করা হয়েছে, যা উল্লেখিত পোর্টালে পাওয়া যাবে। e-GP Portal-এ নিবন্ধিত যে কোন আগ্রহী ব্যক্তি/প্রতিষ্ঠান দরপত্রে অংশগ্রহণ করতে পারবেন। বিস্তারিত জানার জন্য উক্ত ওয়েবসাইটে www.eprocure.gov.bd ভিজিট করার জন্য অনুরোধ করা হলো। [586,223,932,280]
table-row [20,1765,540,1780]
bpdb1-line-5: ফোনঃ ৯৫৭২৬৮২ [724,145,795,157]
bpdb-name-en: Bangladesh Power Development Board [116,1399,443,1418]
item-text: অসত্য/ভুয়া তথ্য সংবলিত/ক্রটিপূর্ণ/অসম্পূর্ণ আবেদনপত্র কোন কারণ দর্শানো ব্যতিরেকে বাতিল বলে গণ্য হবে। প্রার্থী কর্তৃক দাখিলকৃত/প্রদত্ত কোন তথ্য বা কাগজপত্র মিথ্যা/ভুয়া প্রমাণিত হলে কিংবা পরীক্ষায় নকল বা অসদুপায় অবলম্বন করলে পরীক্ষার পূর্বে বা পরে যে কোন পর্যায়ে প্রার্থিতা বাতিল করা হবে এবং মিথ্যা/ভুয়া তথ্য সরবরাহ করার জন্য তাঁর বিরুদ্ধে আইনগত/প্রশাসনিক ব্যবস্থা গ্রহণ করা হবে। [1010,857,1498,911]
row-label: Tender ID (from e-GP Portal) [20,1914,244,1930]
bpdb-signer: Engr. S.M.A. Azim [382,2148,463,2160]
item-text: প্রাথমিক শিক্ষা অধিদপ্তরাধীন 'সরকারি প্রাথমিক বিদ্যালয়ের শিক্ষক নিয়োগ বিধিমালা ২০১৩'-এ বর্ণিত নিয়মানুযায়ী মেধা ও কোটা অনুসরণপূর্বক নিয়োগ প্রদান করা হবে। নিয়োগপ্রাপ্ত শিক্ষকগণকে উপজেলা/থানার যে কোন বিদ্যালয়ে নিয়োগ দেয়া হবে এবং তাঁকে অবশ্যিকভাবে সে উপজেলা/থানায় চাকুরী করতে হবে। [1010,1139,1498,1179]
row-value: Supplying of materials for break system of overhead crane. [243,1689,540,1704]
table-row [20,1781,540,1808]
item-text: কোন কারণ দর্শানো ব্যতিরেকে কর্তৃপক্ষ এ নিয়োগ বিজ্ঞপ্তি বাতিল/সংশোধন করার ক্ষমতা সংরক্ষণ করেন। [1010,1353,1407,1365]
bpdb1-name-en: Bangladesh Power Development Board [662,83,857,97]
table-row [20,1961,540,1976]
list-item [968,1369,1498,1383]
bpdb1-line-1: নির্বাহী প্রকৌশলীর দপ্তর [715,97,804,109]
dateline: DHAKA THURSDAY DECEMBER 11, 2014 [1170,6,1504,25]
table-row [20,1704,540,1719]
list-item: ➤ পার্টনারদের পেশাগত যোগ্যতা ও অভিজ্ঞতার প্রমাণক থাকতে হবে। [51,317,540,331]
table-row [20,2018,540,2033]
ifb-ifb-title: IFB Title: Supply, Installation and Commissioning of Server, Data Backup System, LAN and Development of HRMIS for DTE. [582,756,899,782]
item-text: সরকারি প্রাথমিক বিদ্যালয়ে শিক্ষক নিয়োগ বিধিমালা, ২০১৩-এর ১০% কোটা সংক্রান্ত ব্যাখ্যা অনুযায়ী 'পোষ্য' অর্থ সরকারি প্রাথমিক বিদ্যালয়ে সরকারি শিক্ষক/প্রধান শিক্ষক পদে নিয়োজিত আছেন বা ছিলেন এমন ব্যক্তির স্বামী/স্ত্রী/সন্তান, যিনি উক্ত শিক্ষকের উপর সম্পূর্ণভাবে নির্ভরশীল আছেন বা ছিলেন। তিনি জীবিত থাকিলে বা চাকুরীতে থাকিলে নির্ভরশীল হিসেবে উক্ত শিক্ষকের উপর সম্পূর্ণরূপে নির্ভরশীল থাকবেন বা ক্ষেত্রমত, তিনি জীবিত থাকিলে অবসরে গেলে সংশ্লিষ্ট শিক্ষকের উপর নির্ভরশীল ছিলেন বলে বিবেচিত হবে। মৌখিক পরীক্ষার সময় প্রার্থীকে ১৩ ডিসেম্বর ২০১৪ তারিখের পূর্বে স্বাক্ষরিত সংশ্লিষ্ট উপজেলা/থানা শিক্ষা অফিসার কর্তৃক প্রদত্ত পোষ্য সনদপত্র দাখিল করতে হবে। উল্লিখিত সনদ দাখিলে ব্যর্থ হলে প্রার্থীকে সাধারণ প্রার্থী হিসেবে বিবেচনা করা হবে। [1010,1185,1498,1283]
gov-date-label: তারিখঃ [1365,162,1394,174]
du-university: University of Dhaka [141,637,485,678]
ifb-gov: Government of the People's Republic of Bangladesh [625,597,893,610]
gd-number: GD-4632 [14,605,53,616]
list-item [968,525,1498,553]
bpdb-memo: Memo No. PC/Chatta/1-6/2014-15/337 [19,1465,223,1479]
table-row [20,1642,540,1657]
item-text: প্রাপ্তিযোগ্য লিখিত পরীক্ষার ব্যবস্থাদি প্রবেশপত্র এবং প্রার্থীর ফি প্রদানের তথ্যাবলী SMS-এর মাধ্যমে জানানো হবে এবং তিনি উপরোক্ত ওয়েবসাইটে গিয়ে ডাউনলোড করে প্রবেশপত্র প্রিন্ট করবেন। User ID এবং Password সব অন্যান্য তথ্য পুনঃ উদ্ধারের জন্য উক্ত লিংকে প্রার্থীর নিজস্ব তথ্য দিয়ে উদ্ধার করা যাবে। [1010,622,1498,662]
bpdb1-memo: সূত্র নং- পুনির্বি-১/প্রাঃ/৫.০২/২০১৪/৮০১ [586,163,740,175]
ifb-number: IFB Number: STEP/Admin(1)/11.21/(HRMIS-DTE)/2014- [582,788,846,800]
item-number: (১৫) [973,1139,993,1151]
item-number: (১১) [973,824,993,836]
bpdb1-tender-table [586,286,932,368]
row-label: Name of work [20,1976,244,2003]
bpdb1-line-4: ১নং আব্দুল গনি রোড, ঢাকা-১০০০ [693,133,826,145]
row-value: 15812 [243,1914,540,1930]
row-value: 15814 [243,2018,540,2033]
gov-signer: এস. এম. মোসতাফিজুর রহমান [1345,1391,1470,1404]
table-row [20,1673,540,1688]
bpdb-signer-id: ID No. 1-0955 [392,2161,452,2173]
ifb-item-3: 3. Bidding will be conducted using the National Competitive Bidding (NCB) procedures specified in the World Bank's Guidelines: Procurement under IBRD Loans and IDA Credits, edition of January 2011, and is open to all bidders eligible as defined in these guidelines, that meet the following minimum qualification criteria and as mentioned in bid document: ● Will have five years of general experience in IT sector. ● Will have experience of establishing at least two (2) Data Center with Precision Air Cooling, Environment Monitoring System, Auto Fire Detection and Suppress System within last five years. Years counting backward from the date of bid submission deadline. ● Will have at least 2 specific experiences of Software Development and/or Development of Data Center of value at least BDT 30 million or equivalent each within last 5 years. Years counting backward from the date of bid submission deadline. ● The bidders must demonstrate minimum BDT 40 million or equivalent present liquid asset and/or line of credit. ● Will have at least one Certificate Data Center Professional (CDCP). [582,931,937,1162]
table-row [20,1976,540,2003]
ifb-address-8: E-mail: step.dte@gmail.com, Web: www.step-dte.gov.bd [631,1702,888,1715]
bpdb-ref: Biddyut/Jana-565(2)/9/12/14 [17,2383,138,2394]
row-label: Tender ID (from e-GP Portal) [20,1823,244,1838]
item-number: (৭) [973,668,987,680]
bpdb1-signer: হীরেন্দ্র চন্দ্র পাল [823,375,878,385]
bpdb1-line-2: পূর্ত নির্মাণ বিভাগ-১ বিউবো [707,109,811,121]
table-row [20,1823,540,1838]
row-label: 6. Invitation Reference No. [20,1808,244,1823]
scale-a-heading: ক) প্রশিক্ষণপ্রাপ্ত [1037,278,1098,290]
gd-number: GD-4637 [17,2399,56,2410]
row-label: Tender ID (from e-GP Portal) [20,2018,244,2033]
bangladesh-map-icon [468,63,542,138]
row-label: Name of work [20,1642,244,1657]
